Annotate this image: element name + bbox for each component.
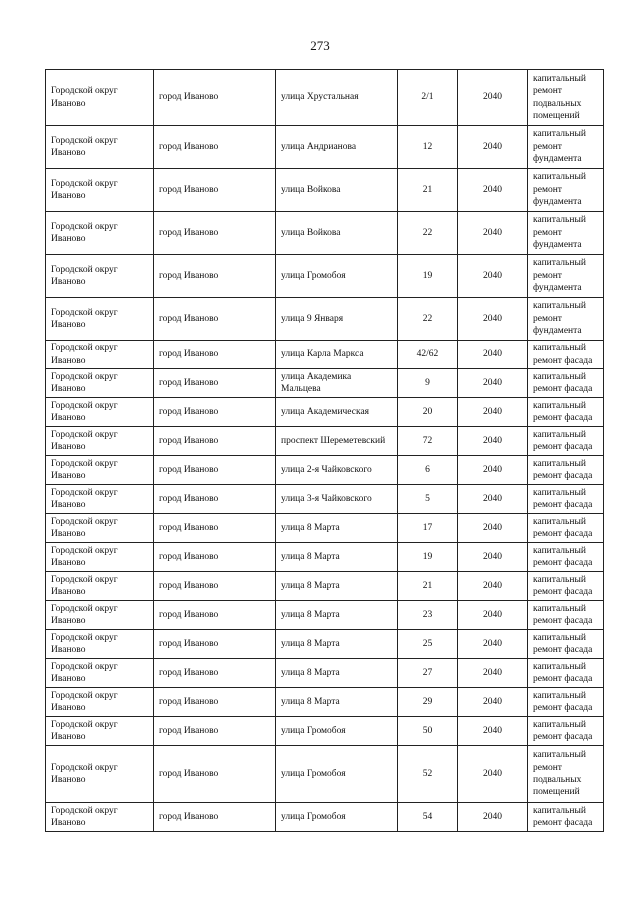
district-cell: Городской округ Иваново: [46, 514, 154, 543]
city-cell: город Иваново: [154, 601, 276, 630]
district-cell: Городской округ Иваново: [46, 572, 154, 601]
city-cell: город Иваново: [154, 514, 276, 543]
table-row: [46, 630, 604, 659]
house-number-cell: 19: [398, 255, 458, 298]
year-cell: 2040: [458, 70, 528, 126]
street-cell: улица Громобоя: [276, 717, 398, 746]
district-cell: Городской округ Иваново: [46, 543, 154, 572]
year-cell: 2040: [458, 369, 528, 398]
table-row: [46, 341, 604, 369]
district-cell: Городской округ Иваново: [46, 70, 154, 126]
house-number-cell: 22: [398, 298, 458, 341]
year-cell: 2040: [458, 212, 528, 255]
district-cell: Городской округ Иваново: [46, 659, 154, 688]
table-row: [46, 659, 604, 688]
district-cell: Городской округ Иваново: [46, 717, 154, 746]
house-number-cell: 29: [398, 688, 458, 717]
work-type-cell: капитальный ремонт фасада: [528, 601, 604, 630]
district-cell: Городской округ Иваново: [46, 601, 154, 630]
city-cell: город Иваново: [154, 212, 276, 255]
house-number-cell: 72: [398, 427, 458, 456]
street-cell: улица 2-я Чайковского: [276, 456, 398, 485]
year-cell: 2040: [458, 659, 528, 688]
city-cell: город Иваново: [154, 630, 276, 659]
work-type-cell: капитальный ремонт фундамента: [528, 212, 604, 255]
house-number-cell: 2/1: [398, 70, 458, 126]
repair-schedule-table: [45, 69, 604, 832]
district-cell: Городской округ Иваново: [46, 369, 154, 398]
table-row: [46, 514, 604, 543]
street-cell: улица Андрианова: [276, 126, 398, 169]
work-type-cell: капитальный ремонт фасада: [528, 456, 604, 485]
city-cell: город Иваново: [154, 70, 276, 126]
city-cell: город Иваново: [154, 746, 276, 803]
table-row: [46, 70, 604, 126]
work-type-cell: капитальный ремонт подвальных помещений: [528, 746, 604, 803]
work-type-cell: капитальный ремонт фасада: [528, 398, 604, 427]
district-cell: Городской округ Иваново: [46, 212, 154, 255]
work-type-cell: капитальный ремонт фасада: [528, 369, 604, 398]
work-type-cell: капитальный ремонт фасада: [528, 514, 604, 543]
district-cell: Городской округ Иваново: [46, 398, 154, 427]
house-number-cell: 25: [398, 630, 458, 659]
table-row: [46, 456, 604, 485]
city-cell: город Иваново: [154, 659, 276, 688]
city-cell: город Иваново: [154, 485, 276, 514]
year-cell: 2040: [458, 341, 528, 369]
table-row: [46, 398, 604, 427]
year-cell: 2040: [458, 572, 528, 601]
table-row: [46, 746, 604, 803]
table-row: [46, 601, 604, 630]
work-type-cell: капитальный ремонт фасада: [528, 688, 604, 717]
house-number-cell: 21: [398, 572, 458, 601]
year-cell: 2040: [458, 688, 528, 717]
work-type-cell: капитальный ремонт фасада: [528, 543, 604, 572]
city-cell: город Иваново: [154, 298, 276, 341]
street-cell: улица Войкова: [276, 212, 398, 255]
city-cell: город Иваново: [154, 169, 276, 212]
year-cell: 2040: [458, 514, 528, 543]
street-cell: улица Громобоя: [276, 255, 398, 298]
house-number-cell: 54: [398, 803, 458, 832]
house-number-cell: 20: [398, 398, 458, 427]
street-cell: улица 8 Марта: [276, 659, 398, 688]
year-cell: 2040: [458, 255, 528, 298]
work-type-cell: капитальный ремонт фасада: [528, 572, 604, 601]
house-number-cell: 5: [398, 485, 458, 514]
table-row: [46, 298, 604, 341]
city-cell: город Иваново: [154, 543, 276, 572]
street-cell: проспект Шереметевский: [276, 427, 398, 456]
street-cell: улица 3-я Чайковского: [276, 485, 398, 514]
district-cell: Городской округ Иваново: [46, 803, 154, 832]
street-cell: улица Войкова: [276, 169, 398, 212]
street-cell: улица Громобоя: [276, 803, 398, 832]
city-cell: город Иваново: [154, 369, 276, 398]
year-cell: 2040: [458, 543, 528, 572]
work-type-cell: капитальный ремонт фасада: [528, 659, 604, 688]
year-cell: 2040: [458, 398, 528, 427]
table-row: [46, 572, 604, 601]
year-cell: 2040: [458, 803, 528, 832]
year-cell: 2040: [458, 485, 528, 514]
city-cell: город Иваново: [154, 398, 276, 427]
work-type-cell: капитальный ремонт фундамента: [528, 169, 604, 212]
work-type-cell: капитальный ремонт фасада: [528, 485, 604, 514]
street-cell: улица 8 Марта: [276, 630, 398, 659]
street-cell: улица 9 Января: [276, 298, 398, 341]
work-type-cell: капитальный ремонт фасада: [528, 630, 604, 659]
district-cell: Городской округ Иваново: [46, 169, 154, 212]
page-number: 273: [310, 38, 330, 53]
house-number-cell: 23: [398, 601, 458, 630]
house-number-cell: 19: [398, 543, 458, 572]
year-cell: 2040: [458, 717, 528, 746]
work-type-cell: капитальный ремонт фундамента: [528, 298, 604, 341]
work-type-cell: капитальный ремонт подвальных помещений: [528, 70, 604, 126]
city-cell: город Иваново: [154, 688, 276, 717]
house-number-cell: 22: [398, 212, 458, 255]
year-cell: 2040: [458, 746, 528, 803]
work-type-cell: капитальный ремонт фундамента: [528, 255, 604, 298]
table-row: [46, 212, 604, 255]
year-cell: 2040: [458, 169, 528, 212]
district-cell: Городской округ Иваново: [46, 456, 154, 485]
house-number-cell: 42/62: [398, 341, 458, 369]
city-cell: город Иваново: [154, 427, 276, 456]
street-cell: улица Громобоя: [276, 746, 398, 803]
street-cell: улица 8 Марта: [276, 601, 398, 630]
year-cell: 2040: [458, 601, 528, 630]
house-number-cell: 12: [398, 126, 458, 169]
city-cell: город Иваново: [154, 572, 276, 601]
year-cell: 2040: [458, 126, 528, 169]
work-type-cell: капитальный ремонт фундамента: [528, 126, 604, 169]
district-cell: Городской округ Иваново: [46, 341, 154, 369]
city-cell: город Иваново: [154, 803, 276, 832]
table-row: [46, 485, 604, 514]
city-cell: город Иваново: [154, 126, 276, 169]
street-cell: улица Хрустальная: [276, 70, 398, 126]
street-cell: улица 8 Марта: [276, 543, 398, 572]
district-cell: Городской округ Иваново: [46, 630, 154, 659]
table-row: [46, 688, 604, 717]
table-row: [46, 126, 604, 169]
district-cell: Городской округ Иваново: [46, 255, 154, 298]
work-type-cell: капитальный ремонт фасада: [528, 427, 604, 456]
city-cell: город Иваново: [154, 255, 276, 298]
street-cell: улица 8 Марта: [276, 572, 398, 601]
table-row: [46, 427, 604, 456]
district-cell: Городской округ Иваново: [46, 688, 154, 717]
city-cell: город Иваново: [154, 456, 276, 485]
table-row: [46, 255, 604, 298]
table-row: [46, 717, 604, 746]
house-number-cell: 27: [398, 659, 458, 688]
street-cell: улица 8 Марта: [276, 688, 398, 717]
year-cell: 2040: [458, 630, 528, 659]
district-cell: Городской округ Иваново: [46, 746, 154, 803]
house-number-cell: 6: [398, 456, 458, 485]
district-cell: Городской округ Иваново: [46, 298, 154, 341]
street-cell: улица Карла Маркса: [276, 341, 398, 369]
table-row: [46, 543, 604, 572]
house-number-cell: 50: [398, 717, 458, 746]
city-cell: город Иваново: [154, 717, 276, 746]
year-cell: 2040: [458, 427, 528, 456]
house-number-cell: 52: [398, 746, 458, 803]
house-number-cell: 21: [398, 169, 458, 212]
district-cell: Городской округ Иваново: [46, 485, 154, 514]
work-type-cell: капитальный ремонт фасада: [528, 341, 604, 369]
district-cell: Городской округ Иваново: [46, 427, 154, 456]
house-number-cell: 9: [398, 369, 458, 398]
year-cell: 2040: [458, 456, 528, 485]
table-row: [46, 803, 604, 832]
year-cell: 2040: [458, 298, 528, 341]
city-cell: город Иваново: [154, 341, 276, 369]
work-type-cell: капитальный ремонт фасада: [528, 717, 604, 746]
house-number-cell: 17: [398, 514, 458, 543]
table-row: [46, 169, 604, 212]
street-cell: улица Академическая: [276, 398, 398, 427]
table-row: [46, 369, 604, 398]
street-cell: улица Академика Мальцева: [276, 369, 398, 398]
district-cell: Городской округ Иваново: [46, 126, 154, 169]
work-type-cell: капитальный ремонт фасада: [528, 803, 604, 832]
street-cell: улица 8 Марта: [276, 514, 398, 543]
